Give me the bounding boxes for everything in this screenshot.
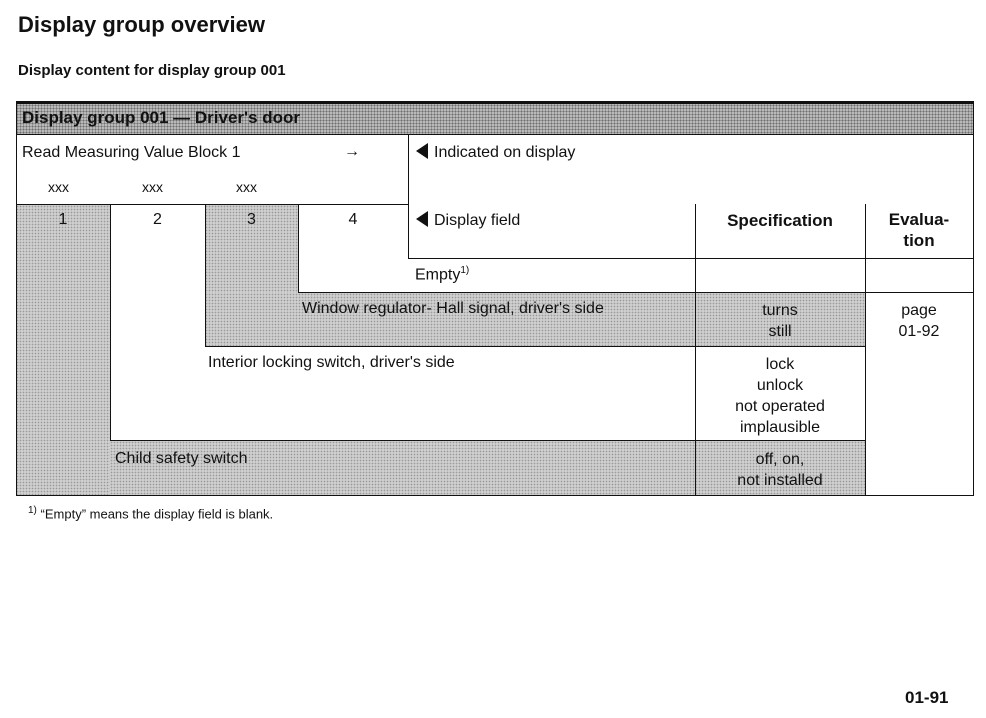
display-group-title: Display group 001 — Driver's door bbox=[22, 108, 301, 127]
xxx-3: xxx bbox=[236, 179, 257, 195]
row-child-safety-specification: off, on, not installed bbox=[737, 451, 823, 489]
row-interior-locking-description: Interior locking switch, driver's side bbox=[208, 354, 455, 371]
pointer-triangle-icon bbox=[416, 211, 428, 227]
specification-header: Specification bbox=[727, 211, 833, 230]
row-window-regulator-specification: turns still bbox=[762, 302, 798, 340]
indicated-label: Indicated on display bbox=[434, 144, 576, 161]
footnote-ref: 1) bbox=[460, 265, 470, 276]
page-subtitle: Display content for display group 001 bbox=[18, 62, 286, 79]
row-window-regulator-description: Window regulator- Hall signal, driver's side bbox=[302, 300, 604, 317]
evaluation-header: Evalua- tion bbox=[888, 210, 950, 250]
xxx-2: xxx bbox=[142, 179, 163, 195]
arrow-right: → bbox=[344, 143, 360, 160]
field-number-3: 3 bbox=[247, 211, 256, 228]
field-number-4: 4 bbox=[348, 211, 358, 228]
row-window-regulator-evaluation: page 01-92 bbox=[898, 302, 940, 340]
row-empty-text: Empty bbox=[415, 266, 461, 284]
indicated-on-display bbox=[416, 143, 575, 162]
footnote-marker: 1) bbox=[28, 505, 37, 516]
display-field-text: Display field bbox=[434, 212, 521, 229]
display-field-label bbox=[416, 211, 520, 230]
field-1-column bbox=[16, 205, 110, 496]
page-title: Display group overview bbox=[18, 12, 265, 37]
row-child-safety-description: Child safety switch bbox=[115, 450, 248, 467]
footnote-text: “Empty” means the display field is blank. bbox=[36, 506, 274, 522]
xxx-1: xxx bbox=[48, 179, 69, 195]
row-interior-locking-specification: lock unlock not operated implausible bbox=[735, 356, 825, 436]
row-empty-description bbox=[415, 265, 469, 284]
page-number: 01-91 bbox=[905, 688, 949, 707]
read-block-label: Read Measuring Value Block 1 bbox=[22, 144, 241, 161]
field-number-1: 1 bbox=[58, 211, 68, 228]
footnote bbox=[28, 505, 273, 521]
pointer-triangle-icon bbox=[416, 143, 428, 159]
field-number-2: 2 bbox=[153, 211, 162, 228]
